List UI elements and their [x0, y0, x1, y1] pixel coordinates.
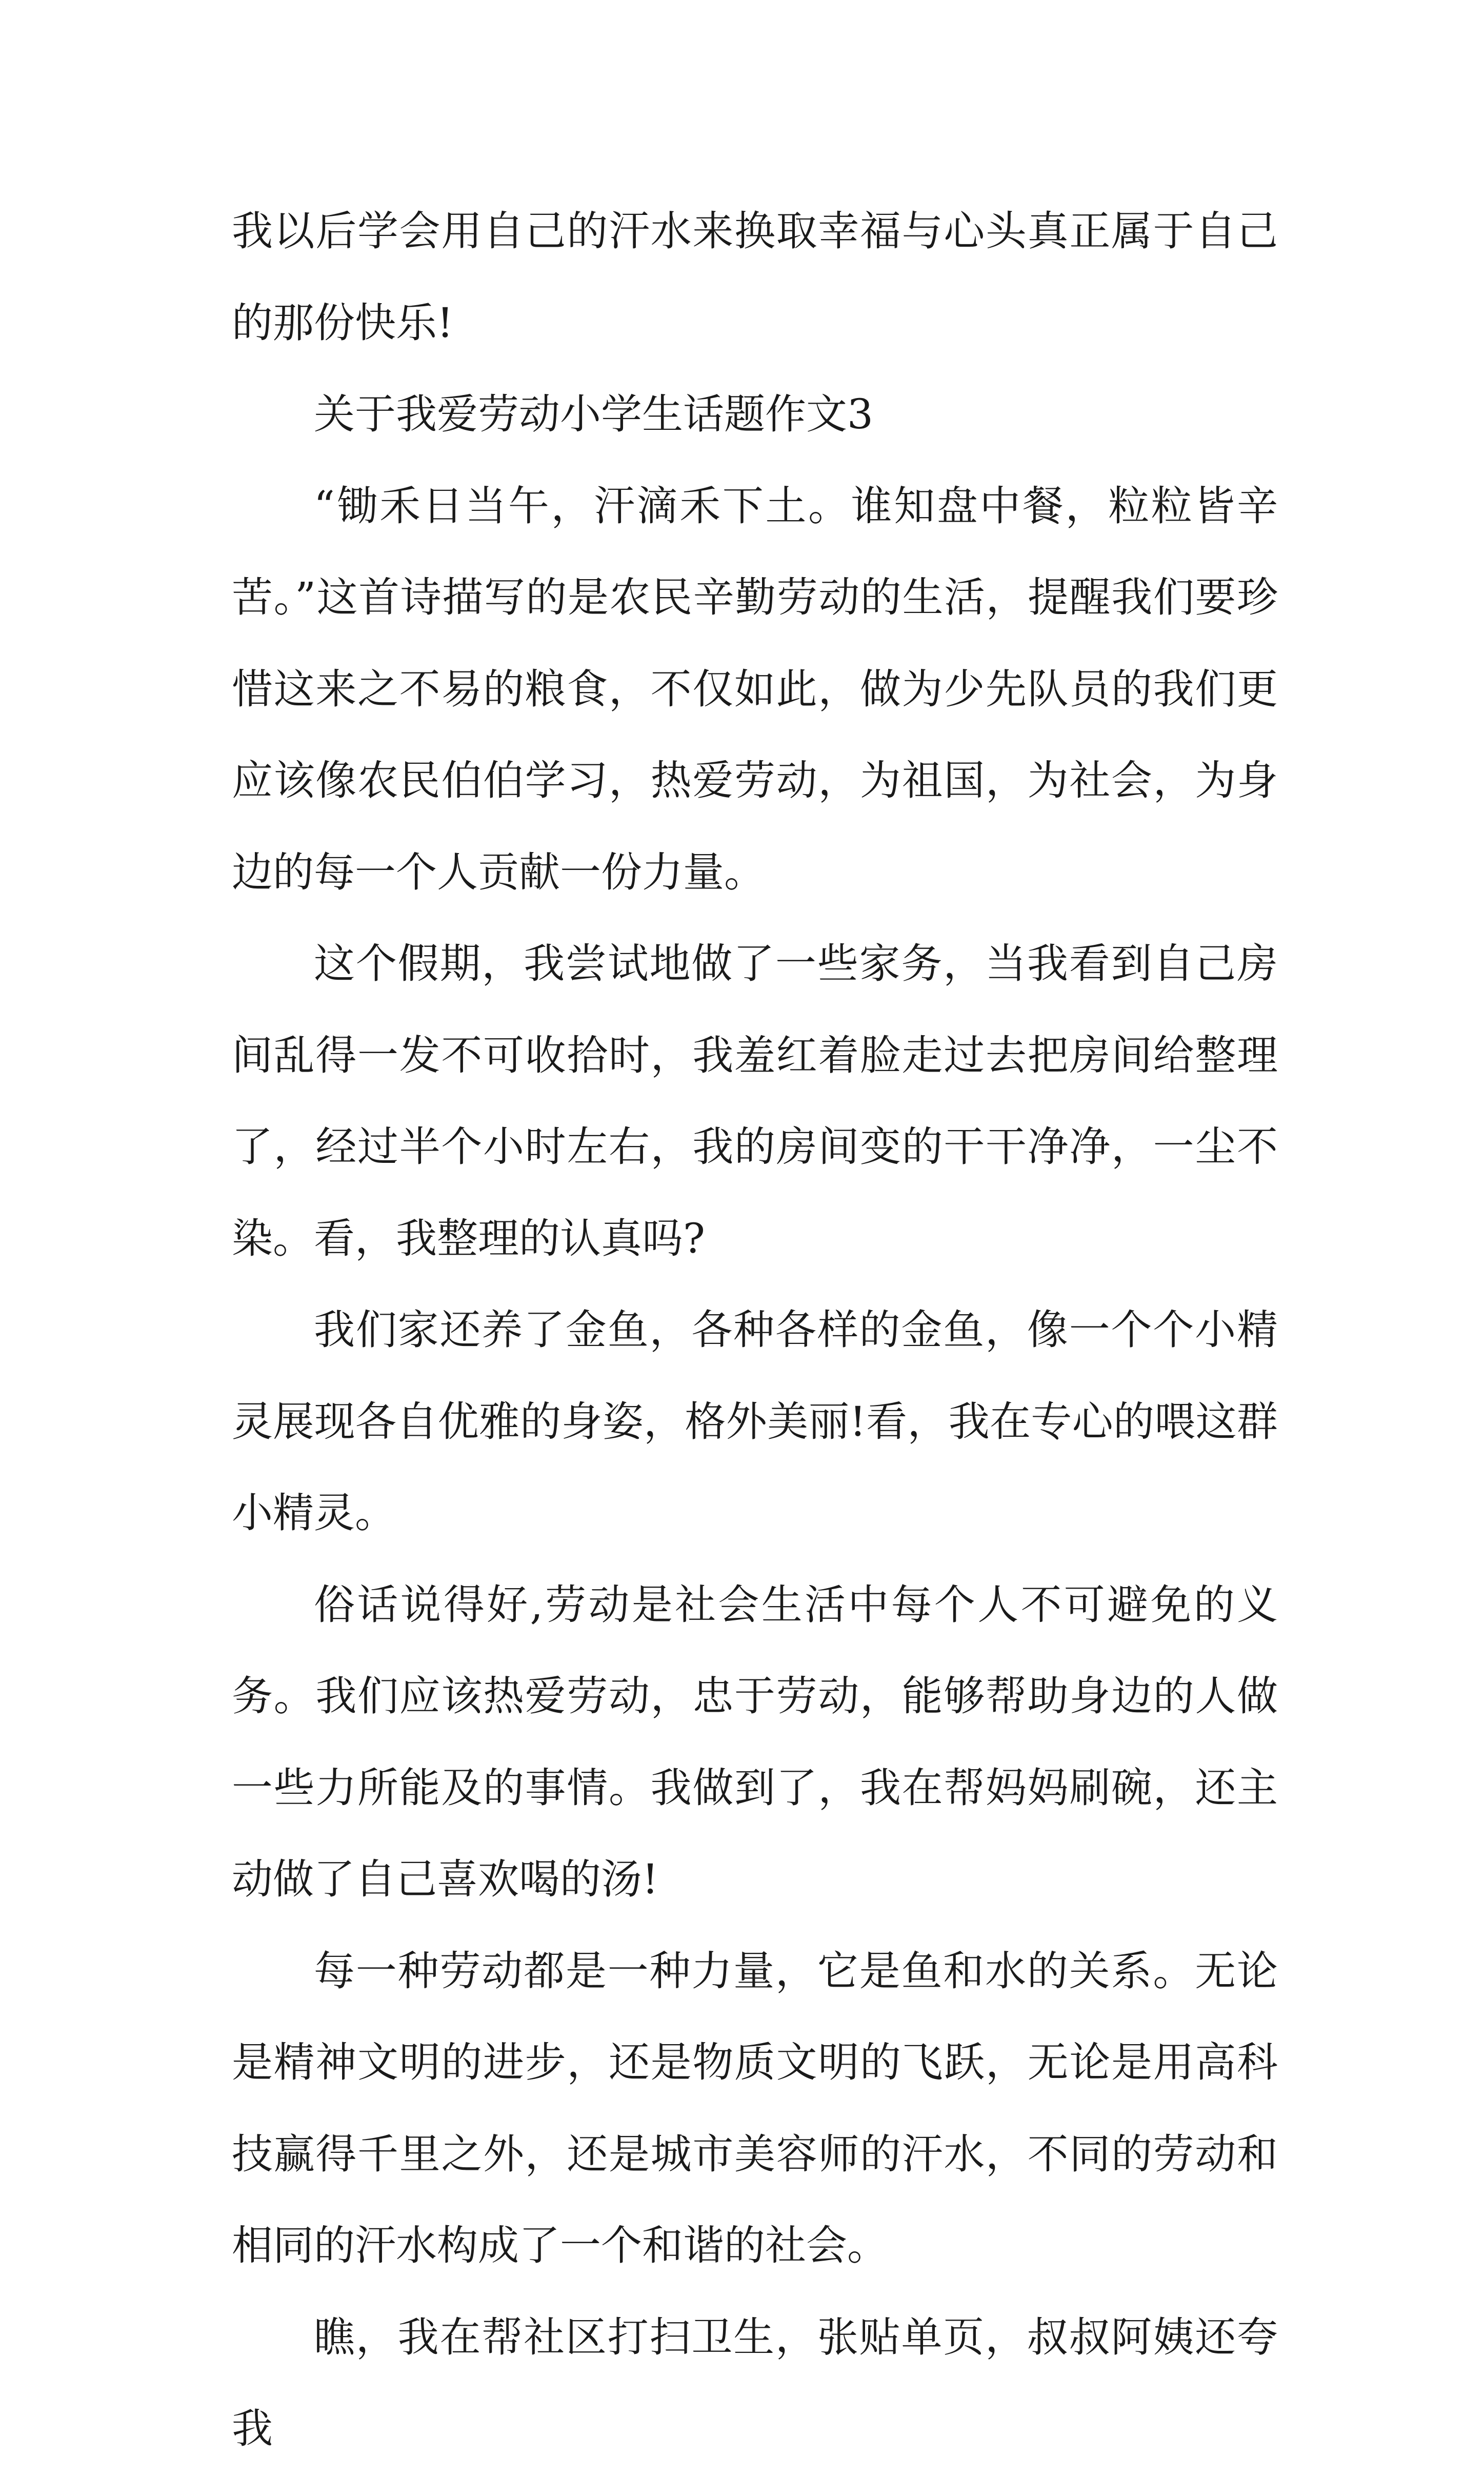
paragraph: “锄禾日当午，汗滴禾下土。谁知盘中餐，粒粒皆辛苦。”这首诗描写的是农民辛勤劳动的生活，提醒我们要珍惜这来之不易的粮食，不仅如此，做为少先队员的我们更应该像农民伯伯学习，热爱劳动，为祖国，为社会，为身边的每一个人贡献一份力量。 [232, 482, 1278, 896]
paragraph: 俗话说得好,劳动是社会生活中每个人不可避免的义务。我们应该热爱劳动，忠于劳动，能够帮助身边的人做一些力所能及的事情。我做到了，我在帮妈妈刷碗，还主动做了自己喜欢喝的汤! [232, 1580, 1278, 1903]
paragraph: 这个假期，我尝试地做了一些家务，当我看到自己房间乱得一发不可收拾时，我羞红着脸走过去把房间给整理了，经过半个小时左右，我的房间变的干干净净，一尘不染。看，我整理的认真吗? [232, 940, 1278, 1262]
paragraph: 我们家还养了金鱼，各种各样的金鱼，像一个个小精灵展现各自优雅的身姿，格外美丽!看，我在专心的喂这群小精灵。 [232, 1306, 1278, 1537]
paragraph: 瞧，我在帮社区打扫卫生，张贴单页，叔叔阿姨还夸我 [232, 2313, 1278, 2452]
section-title: 关于我爱劳动小学生话题作文3 [314, 390, 873, 438]
document-body [232, 186, 1278, 2475]
paragraph-continuation: 我以后学会用自己的汗水来换取幸福与心头真正属于自己的那份快乐! [232, 207, 1278, 347]
paragraph: 每一种劳动都是一种力量，它是鱼和水的关系。无论是精神文明的进步，还是物质文明的飞跃，无论是用高科技赢得千里之外，还是城市美容师的汗水，不同的劳动和相同的汗水构成了一个和谐的社会。 [232, 1947, 1278, 2269]
